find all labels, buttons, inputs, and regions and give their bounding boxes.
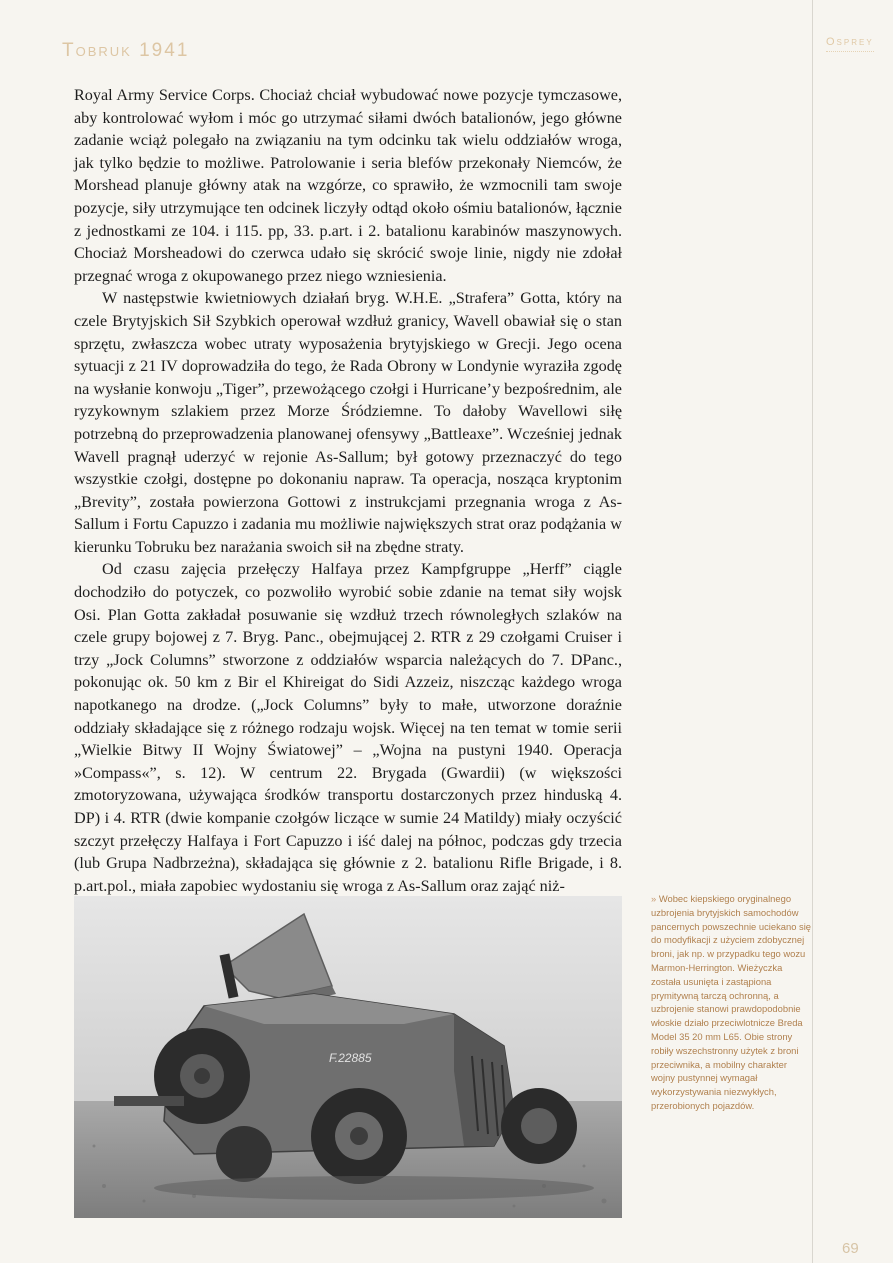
vehicle-shadow (154, 1176, 594, 1200)
paragraph: W następstwie kwietniowych działań bryg. W.H.E. „Strafera” Gotta, który na czele Brytyjskich Sił Szybkich operował wzdłuż granicy, Wavell obawiał się o stan sprzętu, zwłaszcza wobec utraty wyposażenia brytyjskiego w Grecji. Jego ocena sytuacji z 21 IV doprowadziła do tego, że Rada Obrony w Londynie wyraziła zgodę na wysłanie konwoju „Tiger”, przewożącego czołgi i Hurricane’y bezpośrednim, ale ryzykownym szlakiem przez Morze Śródziemne. To dałoby Wavellowi siłę potrzebną do przeprowadzenia planowanej ofensywy „Battleaxe”. Wcześniej jednak Wavell pragnął uderzyć w rejonie As-Sallum; był gotowy przeznaczyć do tego wszystkie czołgi, dostępne po dokonaniu napraw. Ta operacja, nosząca kryptonim „Brevity”, została powierzona Gottowi z instrukcjami przegnania wroga z As-Sallum i Fortu Capuzzo i zadania mu możliwie największych strat oraz podążania w kierunku Tobruku bez narażania swoich sił na zbędne straty. (74, 289, 622, 556)
armoured-car-photo (74, 896, 622, 1218)
page-edge-rule (812, 0, 813, 1263)
paragraph: Od czasu zajęcia przełęczy Halfaya przez Kampfgruppe „Herff” ciągle dochodziło do potyczek, co pozwoliło wyrobić sobie zdanie na temat siły wojsk Osi. Plan Gotta zakładał posuwanie się wzdłuż trzech równoległych szlaków na czele grupy bojowej z 7. Bryg. Panc., obejmującej 2. RTR z 29 czołgami Cruiser i trzy „Jock Columns” stworzone z oddziałów wsparcia należących do 7. DPanc., pokonując ok. 50 km z Bir el Khireigat do Sidi Azzeiz, niszcząc każdego wroga napotkanego na drodze. („Jock Columns” były to małe, utworzone doraźnie oddziały składające się z różnego rodzaju wojsk. Więcej na ten temat w tomie serii „Wielkie Bitwy II Wojny Światowej” – „Wojna na pustyni 1940. Operacja »Compass«”, s. 12). W centrum 22. Brygada (Gwardii) (w większości zmotoryzowana, używająca środków transportu dostarczonych przez hinduską 4. DP) i 4. RTR (dwie kompanie czołgów liczące w sumie 24 Matildy) miały oczyścić szczyt przełęczy Halfaya i Fort Capuzzo i iść dalej na północ, podczas gdy trzecia (lub Grupa Nadbrzeżna), składająca się głównie z 2. batalionu Rifle Brigade, i 8. p.art.pol., miała zapobiec wydostaniu się wroga z As-Sallum oraz zająć niż- (74, 560, 622, 895)
paragraph: Royal Army Service Corps. Chociaż chciał wybudować nowe pozycje tymczasowe, aby kontrolować wyłom i móc go utrzymać siłami dwóch batalionów, jego główne zadanie wciąż polegało na związaniu na tym odcinku tak wielu oddziałów wroga, jak tylko będzie to możliwe. Patrolowanie i seria blefów przekonały Niemców, że Morshead planuje główny atak na wzgórze, co sprawiło, że wzmocnili tam swoje pozycje, siły utrzymujące ten odcinek liczyły odtąd około ośmiu batalionów, łącznie z jednostkami ze 104. i 115. pp, 33. p.art. i 2. batalionu karabinów maszynowych. Chociaż Morsheadowi do czerwca udało się skrócić swoje linie, nigdy nie zdołał przegnać wroga z okupowanego przez niego wzniesienia. (74, 86, 622, 285)
body-text (74, 84, 622, 897)
vehicle-marking: F.22885 (329, 1051, 372, 1065)
bumper (114, 1096, 184, 1106)
photo-caption (651, 892, 811, 1113)
publisher-logo: Osprey (826, 36, 874, 48)
caption-marker: » (651, 893, 657, 904)
armoured-car-illustration (74, 896, 622, 1218)
hidden-rear-wheel (216, 1126, 272, 1182)
page-number: 69 (842, 1240, 859, 1257)
publisher-logo-subline (826, 51, 874, 56)
running-head: Tobruk 1941 (62, 40, 190, 61)
caption-text: Wobec kiepskiego oryginalnego uzbrojenia brytyjskich samochodów pancernych powszechnie uciekano się do modyfikacji z użyciem zdobycznej broni, jak np. w przypadku tego wozu Marmon-Herrington. Wieżyczka została usunięta i zastąpiona prymitywną tarczą ochronną, a uzbrojenie stanowi prawdopodobnie włoskie działo przeciwlotnicze Breda Model 35 20 mm L65. Obie strony robiły wszechstronny użytek z broni przeciwnika, a mobilny charakter wojny pustynnej wymagał wykorzystywania niezwykłych, przerobionych pojazdów. (651, 893, 811, 1111)
